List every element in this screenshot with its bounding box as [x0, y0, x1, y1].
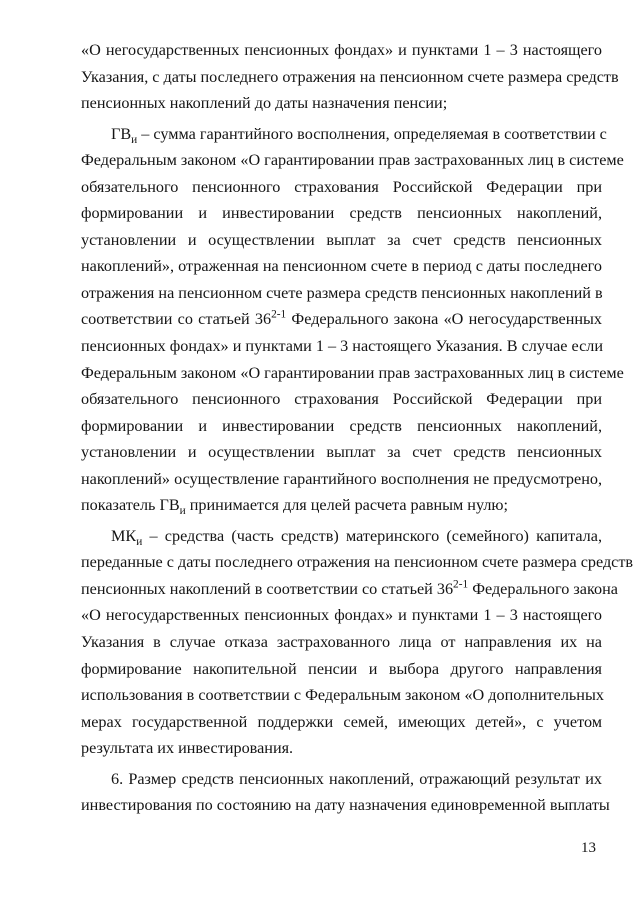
- text-line: $МК_и$ – средства (часть средств) материнского (семейного) капитала,: [111, 526, 602, 549]
- text-line: Указания, с даты последнего отражения на пенсионном счете размера средств: [81, 67, 619, 86]
- text-line: накоплений», отраженная на пенсионном счете в период с даты последнего: [81, 257, 602, 276]
- text-line: отражения на пенсионном счете размера средств пенсионных накоплений в: [81, 283, 603, 302]
- text-line: пенсионных фондах» и пунктами 1 – 3 настоящего Указания. В случае если: [81, 337, 604, 356]
- text-line: пенсионных накоплений в соответствии со статьей 36$^{2-1}$ Федерального закона: [81, 578, 618, 598]
- text-line: инвестирования по состоянию на дату назначения единовременной выплаты: [81, 796, 610, 815]
- text-line: формировании и инвестировании средств пенсионных накоплений,: [81, 204, 602, 223]
- text-line: формировании и инвестировании средств пенсионных накоплений,: [81, 416, 602, 435]
- text-line: мерах государственной поддержки семей, имеющих детей», с учетом: [81, 712, 602, 731]
- text-line: установлении и осуществлении выплат за счет средств пенсионных: [81, 443, 602, 462]
- text-line: Федеральным законом «О гарантировании прав застрахованных лиц в системе: [81, 151, 624, 170]
- text-line: соответствии со статьей 36$^{2-1}$ Федерального закона «О негосударственных: [81, 309, 602, 329]
- text-line: обязательного пенсионного страхования Российской Федерации при: [81, 177, 602, 196]
- paragraph-p3: [81, 523, 634, 762]
- text-line: результата их инвестирования.: [81, 739, 294, 758]
- text-line: переданные с даты последнего отражения на пенсионном счете размера средств: [81, 553, 634, 572]
- text-line: Федеральным законом «О гарантировании прав застрахованных лиц в системе: [81, 363, 624, 382]
- text-line: накоплений» осуществление гарантийного восполнения не предусмотрено,: [81, 469, 602, 488]
- paragraph-p1: [81, 37, 619, 117]
- text-line: $ГВ_и$ – сумма гарантийного восполнения, определяемая в соответствии с: [111, 124, 607, 146]
- paragraph-p4: [81, 766, 610, 819]
- text-line: «О негосударственных пенсионных фондах» и пунктами 1 – 3 настоящего: [81, 41, 602, 59]
- text-line: использования в соответствии с Федеральным законом «О дополнительных: [81, 686, 604, 705]
- text-line: обязательного пенсионного страхования Российской Федерации при: [81, 390, 602, 409]
- paragraph-p2: [81, 121, 624, 519]
- text-line: Указания в случае отказа застрахованного лица от направления их на: [81, 633, 602, 652]
- document-body: [81, 37, 634, 819]
- text-line: «О негосударственных пенсионных фондах» и пунктами 1 – 3 настоящего: [81, 606, 602, 625]
- text-line: показатель $ГВ_и$ принимается для целей расчета равным нулю;: [81, 496, 509, 518]
- text-line: 6. Размер средств пенсионных накоплений, отражающий результат их: [111, 769, 602, 788]
- text-line: пенсионных накоплений до даты назначения пенсии;: [81, 94, 448, 113]
- text-line: установлении и осуществлении выплат за счет средств пенсионных: [81, 230, 602, 249]
- text-line: формирование накопительной пенсии и выбора другого направления: [81, 659, 602, 678]
- page-number: 13: [581, 840, 596, 856]
